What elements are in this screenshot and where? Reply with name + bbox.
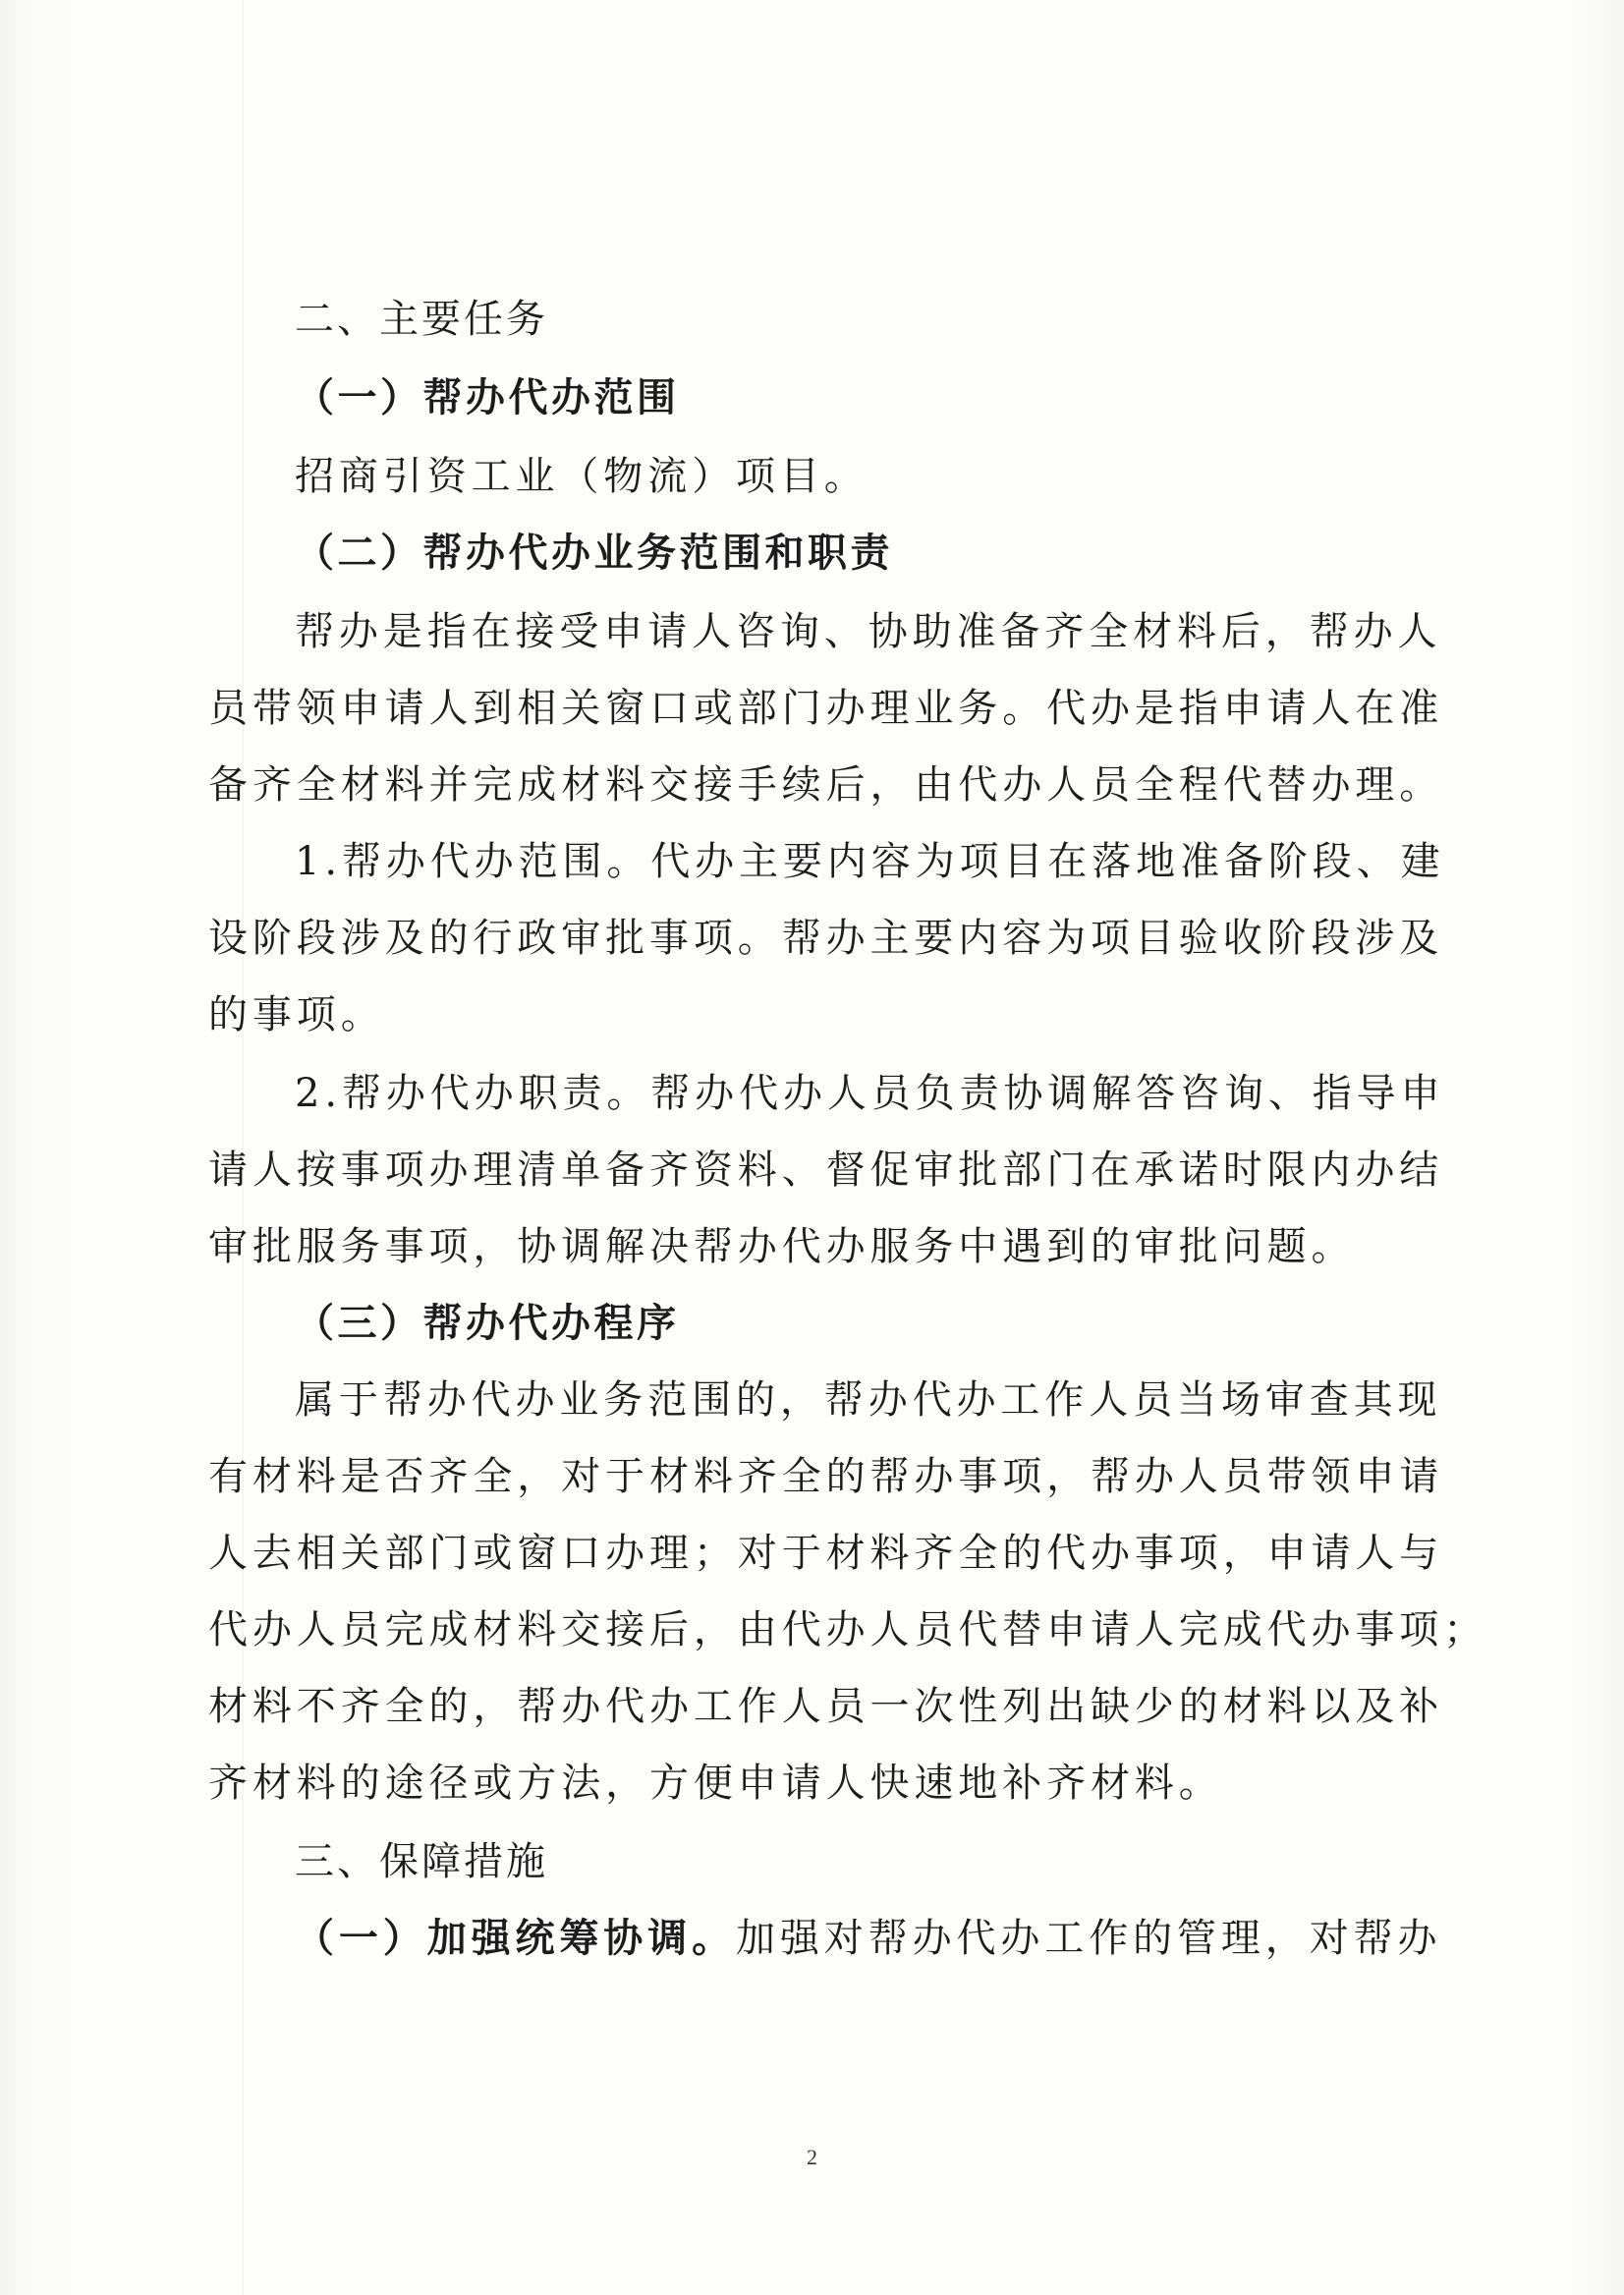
paragraph-line: 有材料是否齐全，对于材料齐全的帮办事项，帮办人员带领申请	[208, 1454, 1444, 1499]
section-heading-main-tasks: 二、主要任务	[295, 297, 548, 342]
paragraph-line: 请人按事项办理清单备齐资料、督促审批部门在承诺时限内办结	[208, 1148, 1444, 1193]
subheading-scope: （一）帮办代办范围	[295, 375, 680, 420]
paragraph-line: 的事项。	[208, 992, 385, 1037]
paragraph-line: 代办人员完成材料交接后，由代办人员代替申请人完成代办事项；	[208, 1607, 1488, 1652]
paragraph-line: 人去相关部门或窗口办理；对于材料齐全的代办事项，申请人与	[208, 1531, 1444, 1576]
paragraph-line: 帮办是指在接受申请人咨询、协助准备齐全材料后，帮办人	[295, 609, 1442, 654]
paragraph-line: 员带领申请人到相关窗口或部门办理业务。代办是指申请人在准	[208, 686, 1444, 731]
paragraph-line: 设阶段涉及的行政审批事项。帮办主要内容为项目验收阶段涉及	[208, 916, 1444, 961]
inline-bold-heading: （一）加强统筹协调。	[295, 1916, 736, 1961]
paragraph-line: 属于帮办代办业务范围的，帮办代办工作人员当场审查其现	[295, 1377, 1442, 1423]
paragraph-line: 招商引资工业（物流）项目。	[295, 454, 868, 499]
paragraph-line: 备齐全材料并完成材料交接手续后，由代办人员全程代替办理。	[208, 762, 1444, 808]
paragraph-line-coordination	[295, 1916, 1442, 1961]
paragraph-line: 材料不齐全的，帮办代办工作人员一次性列出缺少的材料以及补	[208, 1684, 1444, 1729]
subheading-business-scope: （二）帮办代办业务范围和职责	[295, 531, 893, 576]
page-number: 2	[807, 2145, 817, 2169]
paragraph-line: 齐材料的途径或方法，方便申请人快速地补齐材料。	[208, 1761, 1223, 1806]
section-heading-safeguards: 三、保障措施	[295, 1839, 548, 1884]
paragraph-line: 审批服务事项，协调解决帮办代办服务中遇到的审批问题。	[208, 1224, 1356, 1269]
paragraph-line: 1.帮办代办范围。代办主要内容为项目在落地准备阶段、建	[295, 839, 1445, 884]
inline-text: 加强对帮办代办工作的管理，对帮办	[736, 1916, 1442, 1961]
paragraph-line: 2.帮办代办职责。帮办代办人员负责协调解答咨询、指导申	[295, 1071, 1445, 1116]
subheading-procedure: （三）帮办代办程序	[295, 1301, 680, 1346]
